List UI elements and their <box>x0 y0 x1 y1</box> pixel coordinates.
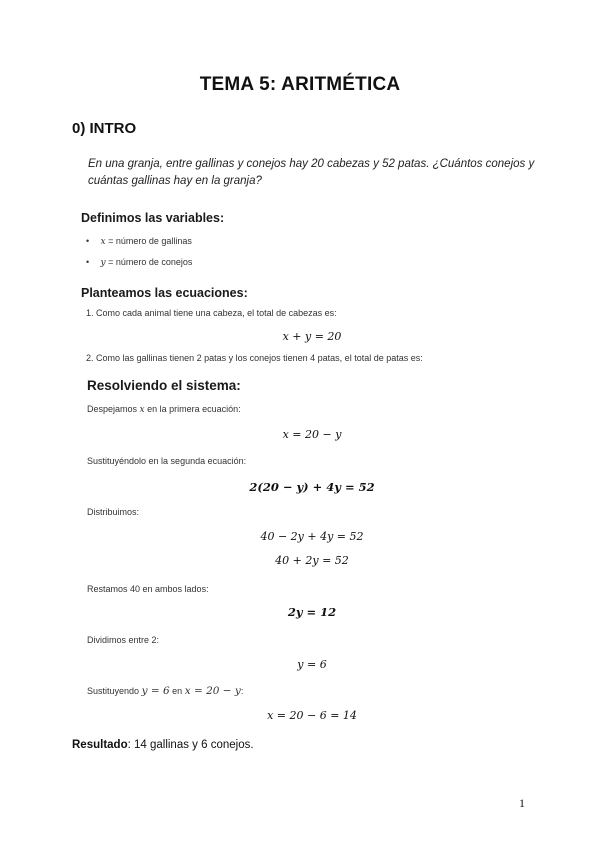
variables-heading: Definimos las variables: <box>81 211 225 225</box>
step-post: : <box>240 686 244 696</box>
problem-statement: En una granja, entre gallinas y conejos hay 20 cabezas y 52 patas. ¿Cuántos conejos y cuántas gallinas hay en la granja? <box>88 158 535 187</box>
result-label: Resultado <box>72 739 128 751</box>
step-math: 40 − 2y + 4y = 52 <box>260 530 364 543</box>
bullet-icon: • <box>86 236 90 246</box>
item-text: Como cada animal tiene una cabeza, el total de cabezas es: <box>96 308 337 318</box>
step-math: 2y = 12 <box>287 605 337 619</box>
step-text <box>87 685 243 697</box>
step-text: Restamos 40 en ambos lados: <box>87 584 209 594</box>
step-inline-math: y = 6 <box>141 685 170 697</box>
item-number: 1. <box>86 308 94 318</box>
variable-description: = número de conejos <box>108 257 193 267</box>
equation-item <box>86 353 423 363</box>
step-text: Dividimos entre 2: <box>87 635 160 645</box>
page-number: 1 <box>519 796 525 810</box>
solving-heading: Resolviendo el sistema: <box>87 378 241 393</box>
step-math: x = 20 − y <box>282 428 342 441</box>
equation-math: x + y = 20 <box>282 330 342 343</box>
step-inline-math: x = 20 − y <box>184 685 241 697</box>
equation-item <box>86 308 337 318</box>
list-item <box>86 236 192 247</box>
step-pre: Sustituyendo <box>87 686 140 696</box>
step-math: 2(20 − y) + 4y = 52 <box>249 480 375 494</box>
page-title: TEMA 5: ARITMÉTICA <box>199 74 401 95</box>
item-text: Como las gallinas tienen 2 patas y los conejos tienen 4 patas, el total de patas es: <box>96 353 423 363</box>
list-item <box>86 257 192 268</box>
section-heading: 0) INTRO <box>72 120 137 137</box>
variable-description: = número de gallinas <box>108 236 192 246</box>
bullet-icon: • <box>86 257 90 267</box>
step-post: en la primera ecuación: <box>147 404 241 414</box>
step-mid: en <box>172 686 183 696</box>
variable-symbol: x <box>100 237 106 247</box>
step-text <box>87 404 241 415</box>
step-math: y = 6 <box>297 658 327 671</box>
equations-heading: Planteamos las ecuaciones: <box>81 286 248 300</box>
result-line <box>72 739 254 751</box>
step-math: 40 + 2y = 52 <box>275 554 349 567</box>
step-symbol: x <box>139 405 145 415</box>
step-text: Distribuimos: <box>87 507 140 517</box>
result-text: : 14 gallinas y 6 conejos. <box>127 739 254 751</box>
step-pre: Despejamos <box>87 404 138 414</box>
item-number: 2. <box>86 353 94 363</box>
step-math: x = 20 − 6 = 14 <box>267 709 357 722</box>
step-text: Sustituyéndolo en la segunda ecuación: <box>87 456 247 466</box>
variable-symbol: y <box>100 258 106 268</box>
